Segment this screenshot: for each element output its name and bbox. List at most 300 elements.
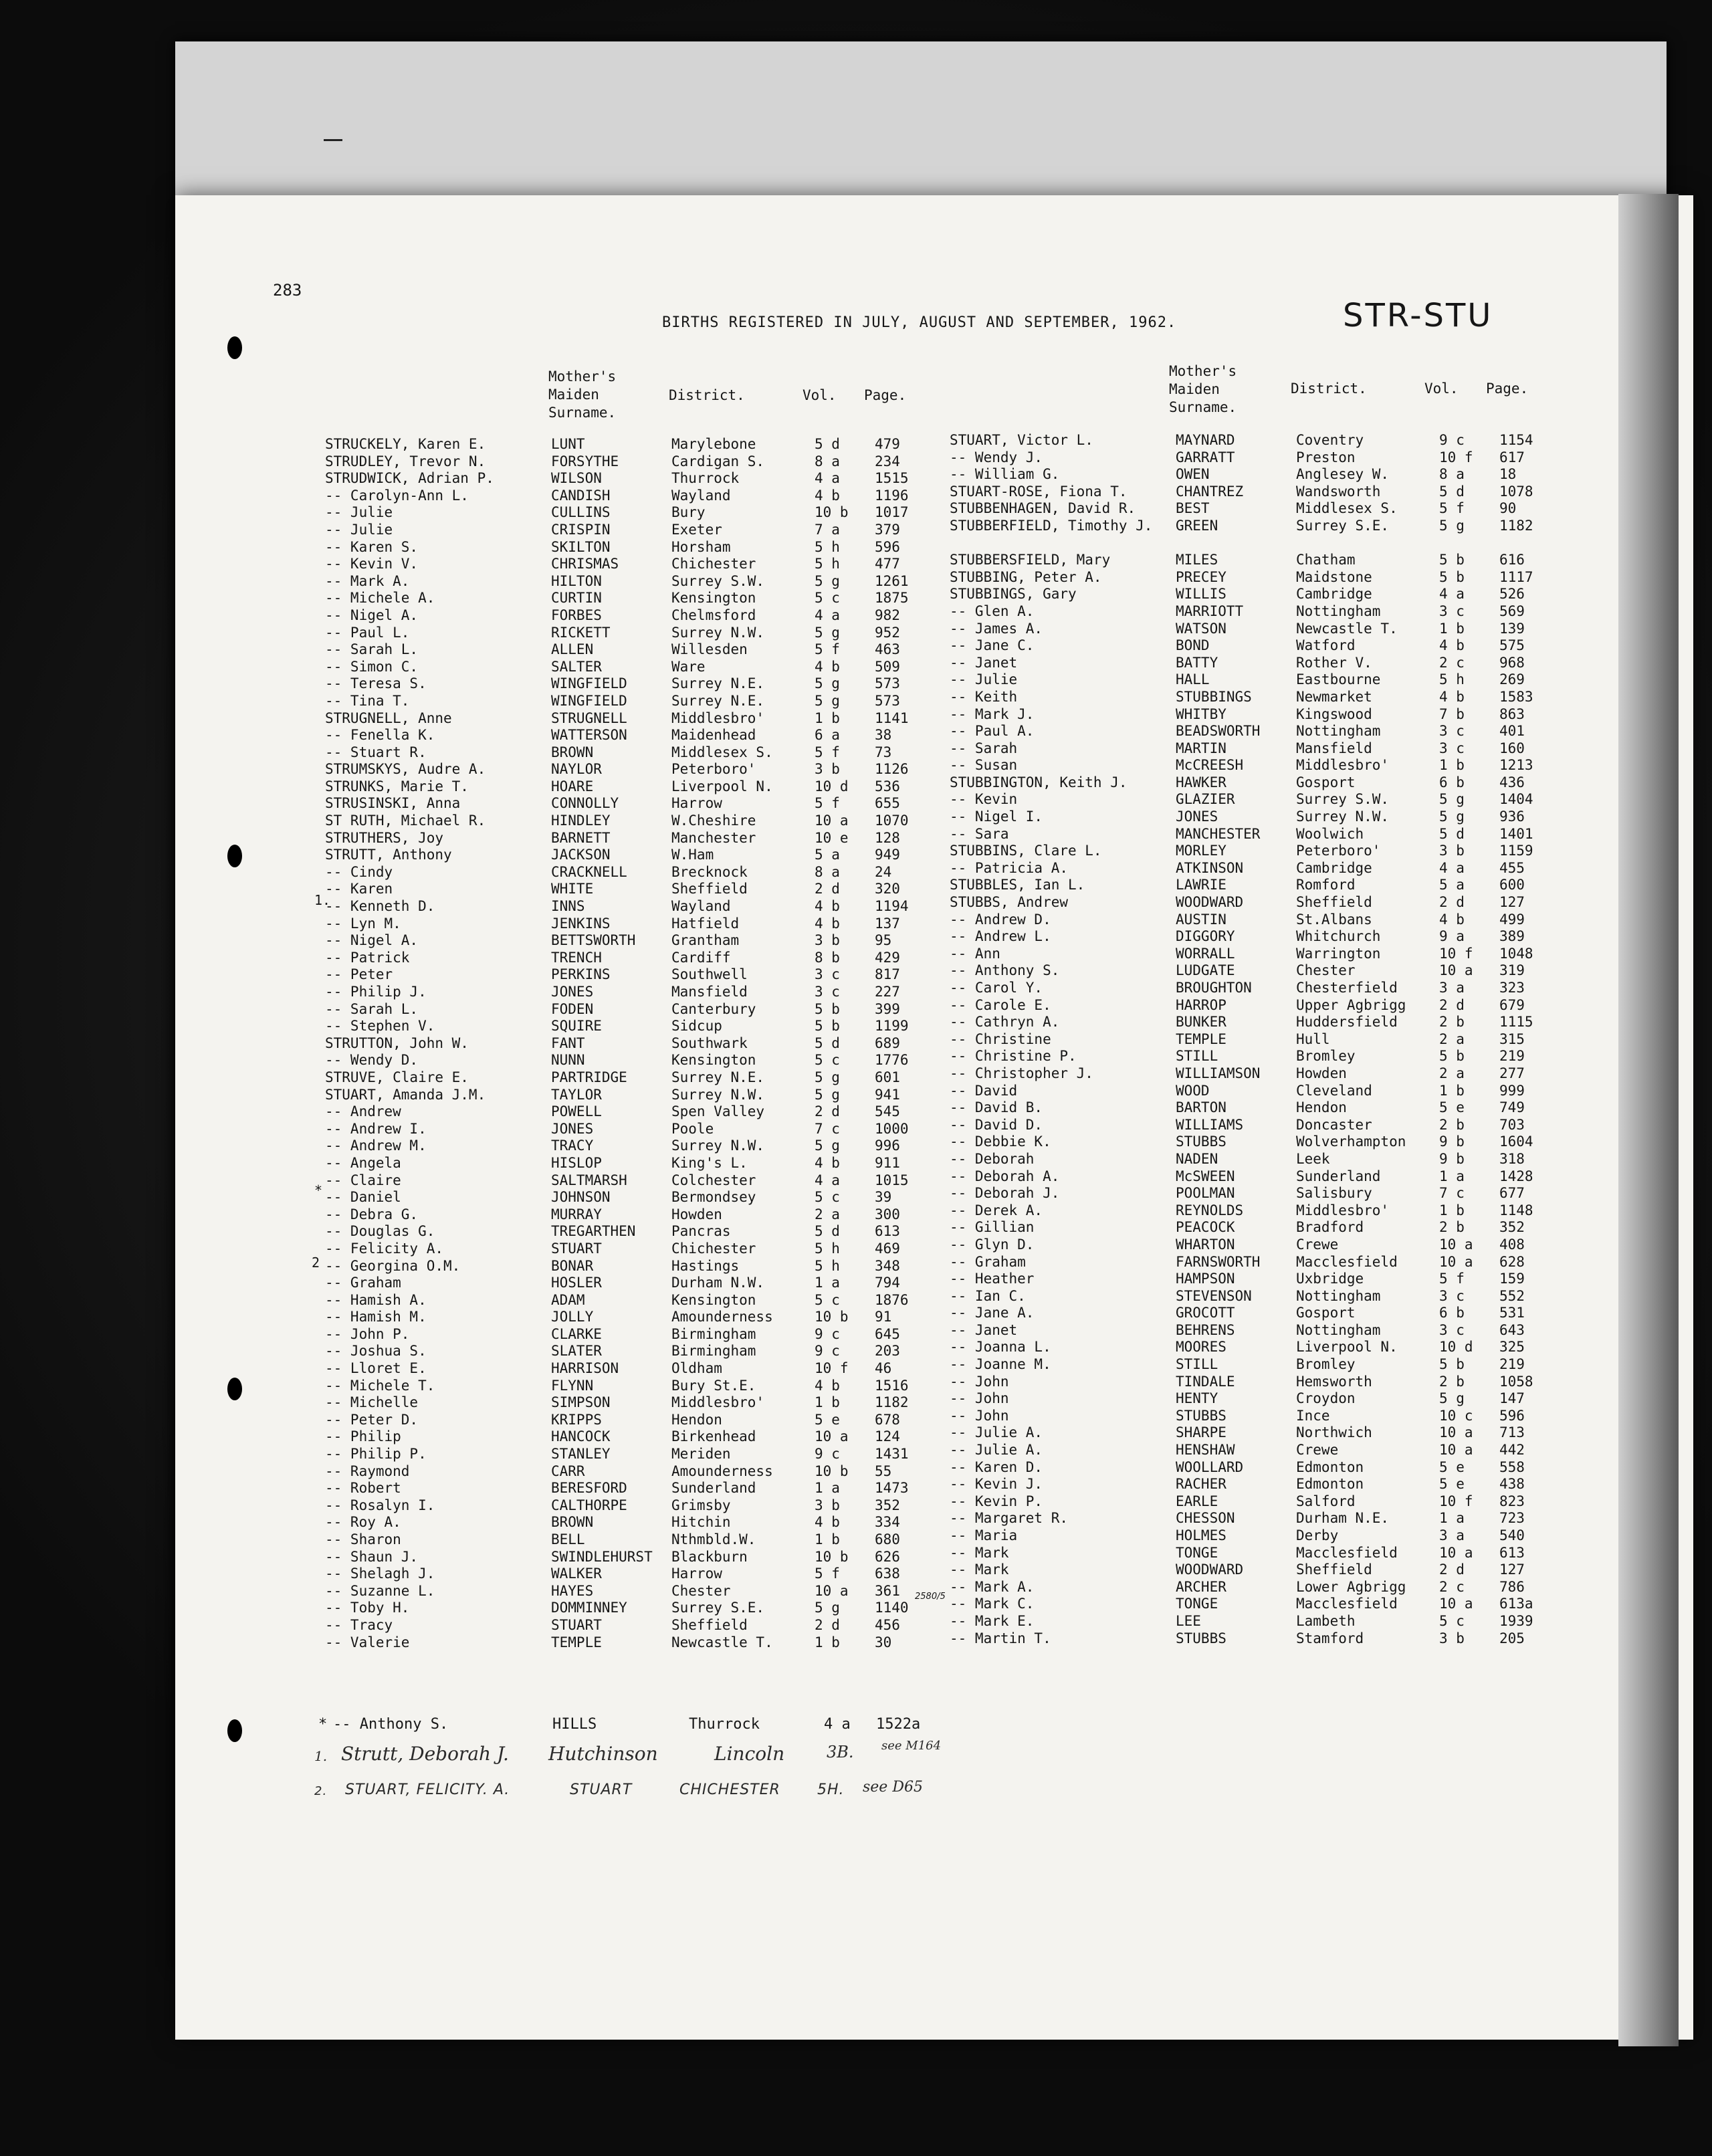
entry-mother-surname: RACHER (1176, 1476, 1226, 1493)
entry-volume: 2 b (1439, 1219, 1465, 1236)
entry-page: 1515 (875, 470, 909, 487)
entry-volume: 4 a (1439, 859, 1465, 876)
entry-mother-surname: CALTHORPE (551, 1497, 627, 1513)
entry-name: -- Toby H. (325, 1600, 410, 1616)
entry-page: 968 (1499, 654, 1525, 671)
entry-name: -- Keith (950, 688, 1018, 705)
entry-district: Chester (671, 1582, 731, 1599)
entry-volume: 3 b (1439, 1630, 1465, 1646)
entry-mother-surname: STEVENSON (1176, 1287, 1252, 1304)
entry-mother-surname: HAMPSON (1176, 1271, 1235, 1287)
entry-page: 436 (1499, 774, 1525, 790)
entry-name: STUBBINS, Clare L. (950, 843, 1102, 859)
entry-volume: 10 a (1439, 1236, 1473, 1253)
entry-name: ST RUTH, Michael R. (325, 813, 486, 829)
entry-name: -- Margaret R. (950, 1510, 1069, 1527)
entry-page: 1182 (1499, 517, 1533, 534)
entry-name: -- Heather (950, 1271, 1035, 1287)
entry-page: 408 (1499, 1236, 1525, 1253)
entry-page: 1140 (875, 1600, 909, 1616)
entry-name: -- Carol Y. (950, 980, 1043, 996)
binder-hole (227, 1719, 242, 1742)
entry-page: 1939 (1499, 1612, 1533, 1629)
entry-page: 1404 (1499, 791, 1533, 808)
footer-name: -- Anthony S. (333, 1716, 449, 1733)
entry-name: -- Nigel A. (325, 607, 419, 623)
entry-name: -- Peter (325, 966, 393, 983)
entry-district: Surrey S.W. (671, 572, 765, 589)
entry-volume: 5 a (815, 847, 840, 863)
entry-district: Middlesex S. (1296, 500, 1398, 517)
entry-name: -- Mark J. (950, 706, 1035, 722)
entry-volume: 2 a (815, 1206, 840, 1222)
entry-page: 39 (875, 1189, 892, 1206)
entry-page: 949 (875, 847, 900, 863)
entry-name: STRUMSKYS, Audre A. (325, 761, 486, 778)
entry-district: Salisbury (1296, 1185, 1372, 1202)
entry-district: Durham N.W. (671, 1275, 765, 1291)
entry-page: 703 (1499, 1116, 1525, 1133)
entry-mother-surname: TONGE (1176, 1596, 1218, 1612)
entry-mother-surname: LUDGATE (1176, 962, 1235, 979)
entry-page: 1154 (1499, 432, 1533, 448)
entry-district: Newmarket (1296, 688, 1372, 705)
entry-district: Bermondsey (671, 1189, 756, 1206)
entry-mother-surname: CANDISH (551, 487, 611, 504)
entry-volume: 5 g (815, 1600, 840, 1616)
entry-district: Nottingham (1296, 603, 1381, 619)
entry-name: -- Peter D. (325, 1411, 419, 1428)
entry-name: -- Suzanne L. (325, 1582, 435, 1599)
footer-mother: HILLS (552, 1716, 597, 1733)
entry-district: Bradford (1296, 1219, 1364, 1236)
entry-district: Wayland (671, 898, 731, 915)
entry-mother-surname: FARNSWORTH (1176, 1253, 1261, 1270)
entry-volume: 8 b (815, 949, 840, 966)
entry-name: -- Jane C. (950, 637, 1035, 654)
entry-volume: 5 h (815, 1257, 840, 1274)
entry-name: -- Kevin V. (325, 556, 419, 572)
entry-volume: 6 b (1439, 774, 1465, 790)
entry-mother-surname: RICKETT (551, 624, 611, 641)
entry-page: 601 (875, 1069, 900, 1085)
binder-hole (227, 1378, 242, 1400)
entry-mother-surname: WOODWARD (1176, 1561, 1244, 1578)
entry-volume: 3 b (1439, 843, 1465, 859)
entry-district: Hastings (671, 1257, 740, 1274)
entry-volume: 3 b (815, 932, 840, 949)
entry-page: 1431 (875, 1446, 909, 1463)
entry-district: Hendon (1296, 1099, 1347, 1116)
entry-page: 1159 (1499, 843, 1533, 859)
handwritten-note-vol: 3B. (827, 1743, 854, 1761)
entry-volume: 5 c (815, 1291, 840, 1308)
entry-district: Whitchurch (1296, 928, 1381, 945)
entry-page: 234 (875, 453, 900, 469)
entry-page: 399 (875, 1000, 900, 1017)
entry-district: Kensington (671, 1052, 756, 1069)
entry-page: 469 (875, 1240, 900, 1257)
entry-page: 545 (875, 1103, 900, 1120)
entry-volume: 2 d (1439, 1561, 1465, 1578)
entry-district: Middlesex S. (671, 744, 773, 760)
handwritten-note-number: 2. (314, 1784, 328, 1798)
entry-district: Middlesbro' (671, 710, 765, 726)
index-range-code: STR-STU (1343, 297, 1493, 334)
margin-mark: 1. (314, 892, 331, 908)
entry-name: -- Andrew (325, 1103, 401, 1120)
entry-name: -- Mark E. (950, 1612, 1035, 1629)
corrected-page-note: 2580/5 (915, 1592, 946, 1602)
header-vol-left: Vol. (802, 387, 837, 403)
entry-district: Sidcup (671, 1018, 722, 1035)
entry-district: Howden (1296, 1065, 1347, 1081)
entry-page: 1428 (1499, 1168, 1533, 1184)
entry-mother-surname: HARROP (1176, 996, 1226, 1013)
entry-page: 1126 (875, 761, 909, 778)
entry-district: Canterbury (671, 1000, 756, 1017)
entry-mother-surname: EARLE (1176, 1493, 1218, 1509)
entry-page: 352 (1499, 1219, 1525, 1236)
entry-mother-surname: HINDLEY (551, 813, 611, 829)
entry-name: -- Nigel A. (325, 932, 419, 949)
entry-name: -- Felicity A. (325, 1240, 444, 1257)
entry-mother-surname: SWINDLEHURST (551, 1548, 653, 1565)
entry-district: Chester (1296, 962, 1356, 979)
entry-page: 219 (1499, 1356, 1525, 1373)
entry-page: 713 (1499, 1424, 1525, 1441)
entry-name: -- John P. (325, 1325, 410, 1342)
entry-volume: 8 a (815, 863, 840, 880)
entry-mother-surname: HILTON (551, 572, 602, 589)
entry-volume: 2 b (1439, 1373, 1465, 1390)
entry-page: 90 (1499, 500, 1517, 517)
entry-page: 379 (875, 521, 900, 538)
entry-name: -- Douglas G. (325, 1223, 435, 1240)
entry-district: Surrey N.E. (671, 675, 765, 692)
entry-volume: 3 c (1439, 1287, 1465, 1304)
entry-mother-surname: WILSON (551, 470, 602, 487)
entry-name: STUBBENHAGEN, David R. (950, 500, 1136, 517)
entry-page: 95 (875, 932, 892, 949)
entry-name: -- Sarah L. (325, 641, 419, 658)
entry-district: Preston (1296, 449, 1356, 465)
entry-name: -- Karen D. (950, 1459, 1043, 1475)
entry-page: 227 (875, 984, 900, 1000)
entry-district: Chichester (671, 556, 756, 572)
entry-district: Hull (1296, 1031, 1330, 1047)
entry-page: 389 (1499, 928, 1525, 945)
page-number: 283 (273, 281, 302, 300)
entry-page: 600 (1499, 877, 1525, 893)
entry-volume: 6 b (1439, 1305, 1465, 1321)
entry-mother-surname: CULLINS (551, 504, 611, 521)
entry-volume: 1 b (815, 1394, 840, 1411)
entry-page: 477 (875, 556, 900, 572)
entry-name: -- Ann (950, 945, 1000, 962)
entry-volume: 5 h (815, 538, 840, 555)
entry-volume: 5 b (815, 1000, 840, 1017)
entry-mother-surname: WILLIAMSON (1176, 1065, 1261, 1081)
entry-mother-surname: CRISPIN (551, 521, 611, 538)
entry-name: -- Wendy D. (325, 1052, 419, 1069)
entry-district: Kingswood (1296, 706, 1372, 722)
entry-page: 203 (875, 1343, 900, 1360)
entry-district: Crewe (1296, 1442, 1339, 1459)
entry-district: Ware (671, 658, 706, 675)
entry-district: Blackburn (671, 1548, 748, 1565)
entry-volume: 10 f (1439, 945, 1473, 962)
entry-mother-surname: MOORES (1176, 1339, 1226, 1356)
entry-mother-surname: HENTY (1176, 1390, 1218, 1407)
entry-volume: 3 c (815, 966, 840, 983)
entry-name: -- Teresa S. (325, 675, 427, 692)
entry-page: 941 (875, 1086, 900, 1103)
entry-district: Huddersfield (1296, 1014, 1398, 1031)
entry-page: 680 (875, 1531, 900, 1547)
entry-mother-surname: TEMPLE (551, 1634, 602, 1650)
entry-name: -- David D. (950, 1116, 1043, 1133)
entry-volume: 1 a (1439, 1168, 1465, 1184)
entry-volume: 9 c (1439, 432, 1465, 448)
entry-district: Hemsworth (1296, 1373, 1372, 1390)
entry-volume: 2 a (1439, 1065, 1465, 1081)
entry-page: 558 (1499, 1459, 1525, 1475)
entry-district: Crewe (1296, 1236, 1339, 1253)
entry-volume: 6 a (815, 727, 840, 744)
entry-volume: 2 d (815, 1616, 840, 1633)
entry-mother-surname: WILLIS (1176, 586, 1226, 603)
entry-district: Maidenhead (671, 727, 756, 744)
entry-name: -- Robert (325, 1480, 401, 1497)
entry-mother-surname: NADEN (1176, 1150, 1218, 1167)
entry-district: W.Ham (671, 847, 714, 863)
entry-district: Macclesfield (1296, 1596, 1398, 1612)
entry-district: Surrey N.W. (1296, 808, 1390, 825)
entry-mother-surname: PEACOCK (1176, 1219, 1235, 1236)
entry-page: 509 (875, 658, 900, 675)
entry-name: -- Graham (325, 1275, 401, 1291)
entry-district: Surrey N.W. (671, 1138, 765, 1154)
entry-name: STRUCKELY, Karen E. (325, 436, 486, 452)
entry-mother-surname: TONGE (1176, 1544, 1218, 1561)
entry-page: 205 (1499, 1630, 1525, 1646)
entry-district: Ince (1296, 1407, 1330, 1424)
entry-page: 455 (1499, 859, 1525, 876)
entry-district: Surrey N.E. (671, 1069, 765, 1085)
entry-page: 456 (875, 1616, 900, 1633)
entry-name: -- Sara (950, 825, 1009, 842)
entry-volume: 10 b (815, 1548, 849, 1565)
entry-mother-surname: SHARPE (1176, 1424, 1226, 1441)
entry-name: -- Valerie (325, 1634, 410, 1650)
entry-volume: 2 a (1439, 1031, 1465, 1047)
entry-mother-surname: BROWN (551, 744, 594, 760)
entry-mother-surname: CHANTREZ (1176, 483, 1244, 500)
entry-page: 596 (875, 538, 900, 555)
entry-mother-surname: TRENCH (551, 949, 602, 966)
entry-volume: 5 b (1439, 1356, 1465, 1373)
entry-volume: 3 c (1439, 603, 1465, 619)
entry-mother-surname: REYNOLDS (1176, 1202, 1244, 1218)
entry-mother-surname: WOOD (1176, 1082, 1210, 1099)
entry-page: 1875 (875, 590, 909, 607)
entry-name: -- Cindy (325, 863, 393, 880)
entry-mother-surname: FANT (551, 1035, 585, 1051)
entry-mother-surname: BEADSWORTH (1176, 723, 1261, 740)
entry-mother-surname: BROUGHTON (1176, 980, 1252, 996)
entry-volume: 5 b (1439, 552, 1465, 568)
entry-name: -- Mark A. (325, 572, 410, 589)
entry-name: -- Daniel (325, 1189, 401, 1206)
entry-district: Middlesbro' (1296, 757, 1390, 774)
entry-volume: 9 c (815, 1446, 840, 1463)
entry-mother-surname: HAWKER (1176, 774, 1226, 790)
entry-volume: 1 b (815, 1531, 840, 1547)
entry-page: 677 (1499, 1185, 1525, 1202)
entry-name: STRUVE, Claire E. (325, 1069, 469, 1085)
entry-page: 139 (1499, 620, 1525, 637)
entry-district: Pancras (671, 1223, 731, 1240)
entry-volume: 5 d (1439, 825, 1465, 842)
entry-mother-surname: WHITE (551, 881, 594, 897)
entry-name: -- Andrew M. (325, 1138, 427, 1154)
entry-mother-surname: WOODWARD (1176, 894, 1244, 911)
entry-page: 613a (1499, 1596, 1533, 1612)
entry-name: -- James A. (950, 620, 1043, 637)
entry-volume: 5 e (1439, 1099, 1465, 1116)
entry-volume: 5 h (815, 556, 840, 572)
entry-volume: 10 a (1439, 1424, 1473, 1441)
entry-volume: 5 g (815, 624, 840, 641)
entry-volume: 4 b (815, 1514, 840, 1531)
entry-district: Howden (671, 1206, 722, 1222)
entry-volume: 2 d (1439, 996, 1465, 1013)
entry-mother-surname: GLAZIER (1176, 791, 1235, 808)
entry-district: Birmingham (671, 1325, 756, 1342)
entry-volume: 1 b (815, 710, 840, 726)
entry-district: Chatham (1296, 552, 1356, 568)
entry-mother-surname: BROWN (551, 1514, 594, 1531)
entry-mother-surname: HAYES (551, 1582, 594, 1599)
entry-name: -- Andrew L. (950, 928, 1051, 945)
entry-mother-surname: SLATER (551, 1343, 602, 1360)
entry-volume: 5 c (815, 1189, 840, 1206)
entry-page: 613 (875, 1223, 900, 1240)
entry-page: 127 (1499, 1561, 1525, 1578)
entry-name: STRUNKS, Marie T. (325, 778, 469, 794)
entry-mother-surname: STUBBS (1176, 1134, 1226, 1150)
entry-mother-surname: HALL (1176, 671, 1210, 688)
handwritten-note-ref: see M164 (881, 1739, 942, 1753)
entry-volume: 10 a (1439, 1596, 1473, 1612)
entry-mother-surname: BARTON (1176, 1099, 1226, 1116)
entry-page: 127 (1499, 894, 1525, 911)
entry-volume: 7 a (815, 521, 840, 538)
entry-mother-surname: CLARKE (551, 1325, 602, 1342)
entry-mother-surname: SIMPSON (551, 1394, 611, 1411)
entry-name: -- Patrick (325, 949, 410, 966)
entry-page: 124 (875, 1428, 900, 1445)
entry-district: Mansfield (1296, 740, 1372, 756)
handwritten-note-ref: see D65 (863, 1779, 923, 1796)
entry-mother-surname: LEE (1176, 1612, 1201, 1629)
entry-volume: 4 b (815, 1377, 840, 1394)
entry-mother-surname: BUNKER (1176, 1014, 1226, 1031)
entry-page: 613 (1499, 1544, 1525, 1561)
entry-mother-surname: BARNETT (551, 829, 611, 846)
entry-page: 569 (1499, 603, 1525, 619)
entry-district: Harrow (671, 795, 722, 812)
entry-page: 1876 (875, 1291, 909, 1308)
entry-mother-surname: LAWRIE (1176, 877, 1226, 893)
entry-name: -- Rosalyn I. (325, 1497, 435, 1513)
entry-mother-surname: KRIPPS (551, 1411, 602, 1428)
entry-volume: 10 f (815, 1360, 849, 1377)
entry-name: -- Joanne M. (950, 1356, 1051, 1373)
entry-name: -- Patricia A. (950, 859, 1069, 876)
entry-volume: 3 c (815, 984, 840, 1000)
header-page-left: Page. (864, 387, 907, 403)
entry-district: Leek (1296, 1150, 1330, 1167)
entry-page: 616 (1499, 552, 1525, 568)
entry-page: 1182 (875, 1394, 909, 1411)
entry-volume: 1 b (1439, 1082, 1465, 1099)
entry-name: -- Mark C. (950, 1596, 1035, 1612)
entry-district: Chichester (671, 1240, 756, 1257)
entry-name: -- Kevin P. (950, 1493, 1043, 1509)
entry-mother-surname: McCREESH (1176, 757, 1244, 774)
entry-page: 1213 (1499, 757, 1533, 774)
entry-page: 1199 (875, 1018, 909, 1035)
entry-name: -- Deborah A. (950, 1168, 1060, 1184)
page-title: BIRTHS REGISTERED IN JULY, AUGUST AND SEPTEMBER, 1962. (662, 314, 1177, 331)
entry-volume: 4 a (815, 1172, 840, 1188)
entry-volume: 8 a (1439, 466, 1465, 483)
binder-hole (227, 336, 242, 359)
entry-mother-surname: WORRALL (1176, 945, 1235, 962)
entry-page: 999 (1499, 1082, 1525, 1099)
entry-district: Colchester (671, 1172, 756, 1188)
entry-volume: 5 e (815, 1411, 840, 1428)
entry-page: 429 (875, 949, 900, 966)
entry-mother-surname: WINGFIELD (551, 675, 627, 692)
entry-volume: 5 g (815, 1138, 840, 1154)
entry-district: Middlesbro' (1296, 1202, 1390, 1218)
entry-mother-surname: HARRISON (551, 1360, 619, 1377)
entry-name: STUART, Amanda J.M. (325, 1086, 486, 1103)
entry-name: STRUDWICK, Adrian P. (325, 470, 494, 487)
entry-mother-surname: MURRAY (551, 1206, 602, 1222)
entry-name: -- Karen (325, 881, 393, 897)
entry-district: Bromley (1296, 1048, 1356, 1065)
entry-district: Macclesfield (1296, 1544, 1398, 1561)
entry-page: 679 (1499, 996, 1525, 1013)
header-mother-left: Mother's Maiden Surname. (548, 368, 617, 421)
entry-name: STRUGNELL, Anne (325, 710, 452, 726)
entry-name: -- John (950, 1373, 1009, 1390)
handwritten-note-mother: Hutchinson (548, 1743, 658, 1765)
entry-district: Coventry (1296, 432, 1364, 448)
entry-mother-surname: BEST (1176, 500, 1210, 517)
entry-page: 361 (875, 1582, 900, 1599)
entry-mother-surname: TREGARTHEN (551, 1223, 636, 1240)
entry-district: Surrey S.E. (671, 1600, 765, 1616)
entry-name: STUBBS, Andrew (950, 894, 1069, 911)
entry-page: 617 (1499, 449, 1525, 465)
entry-mother-surname: PARTRIDGE (551, 1069, 627, 1085)
entry-name: -- Philip P. (325, 1446, 427, 1463)
